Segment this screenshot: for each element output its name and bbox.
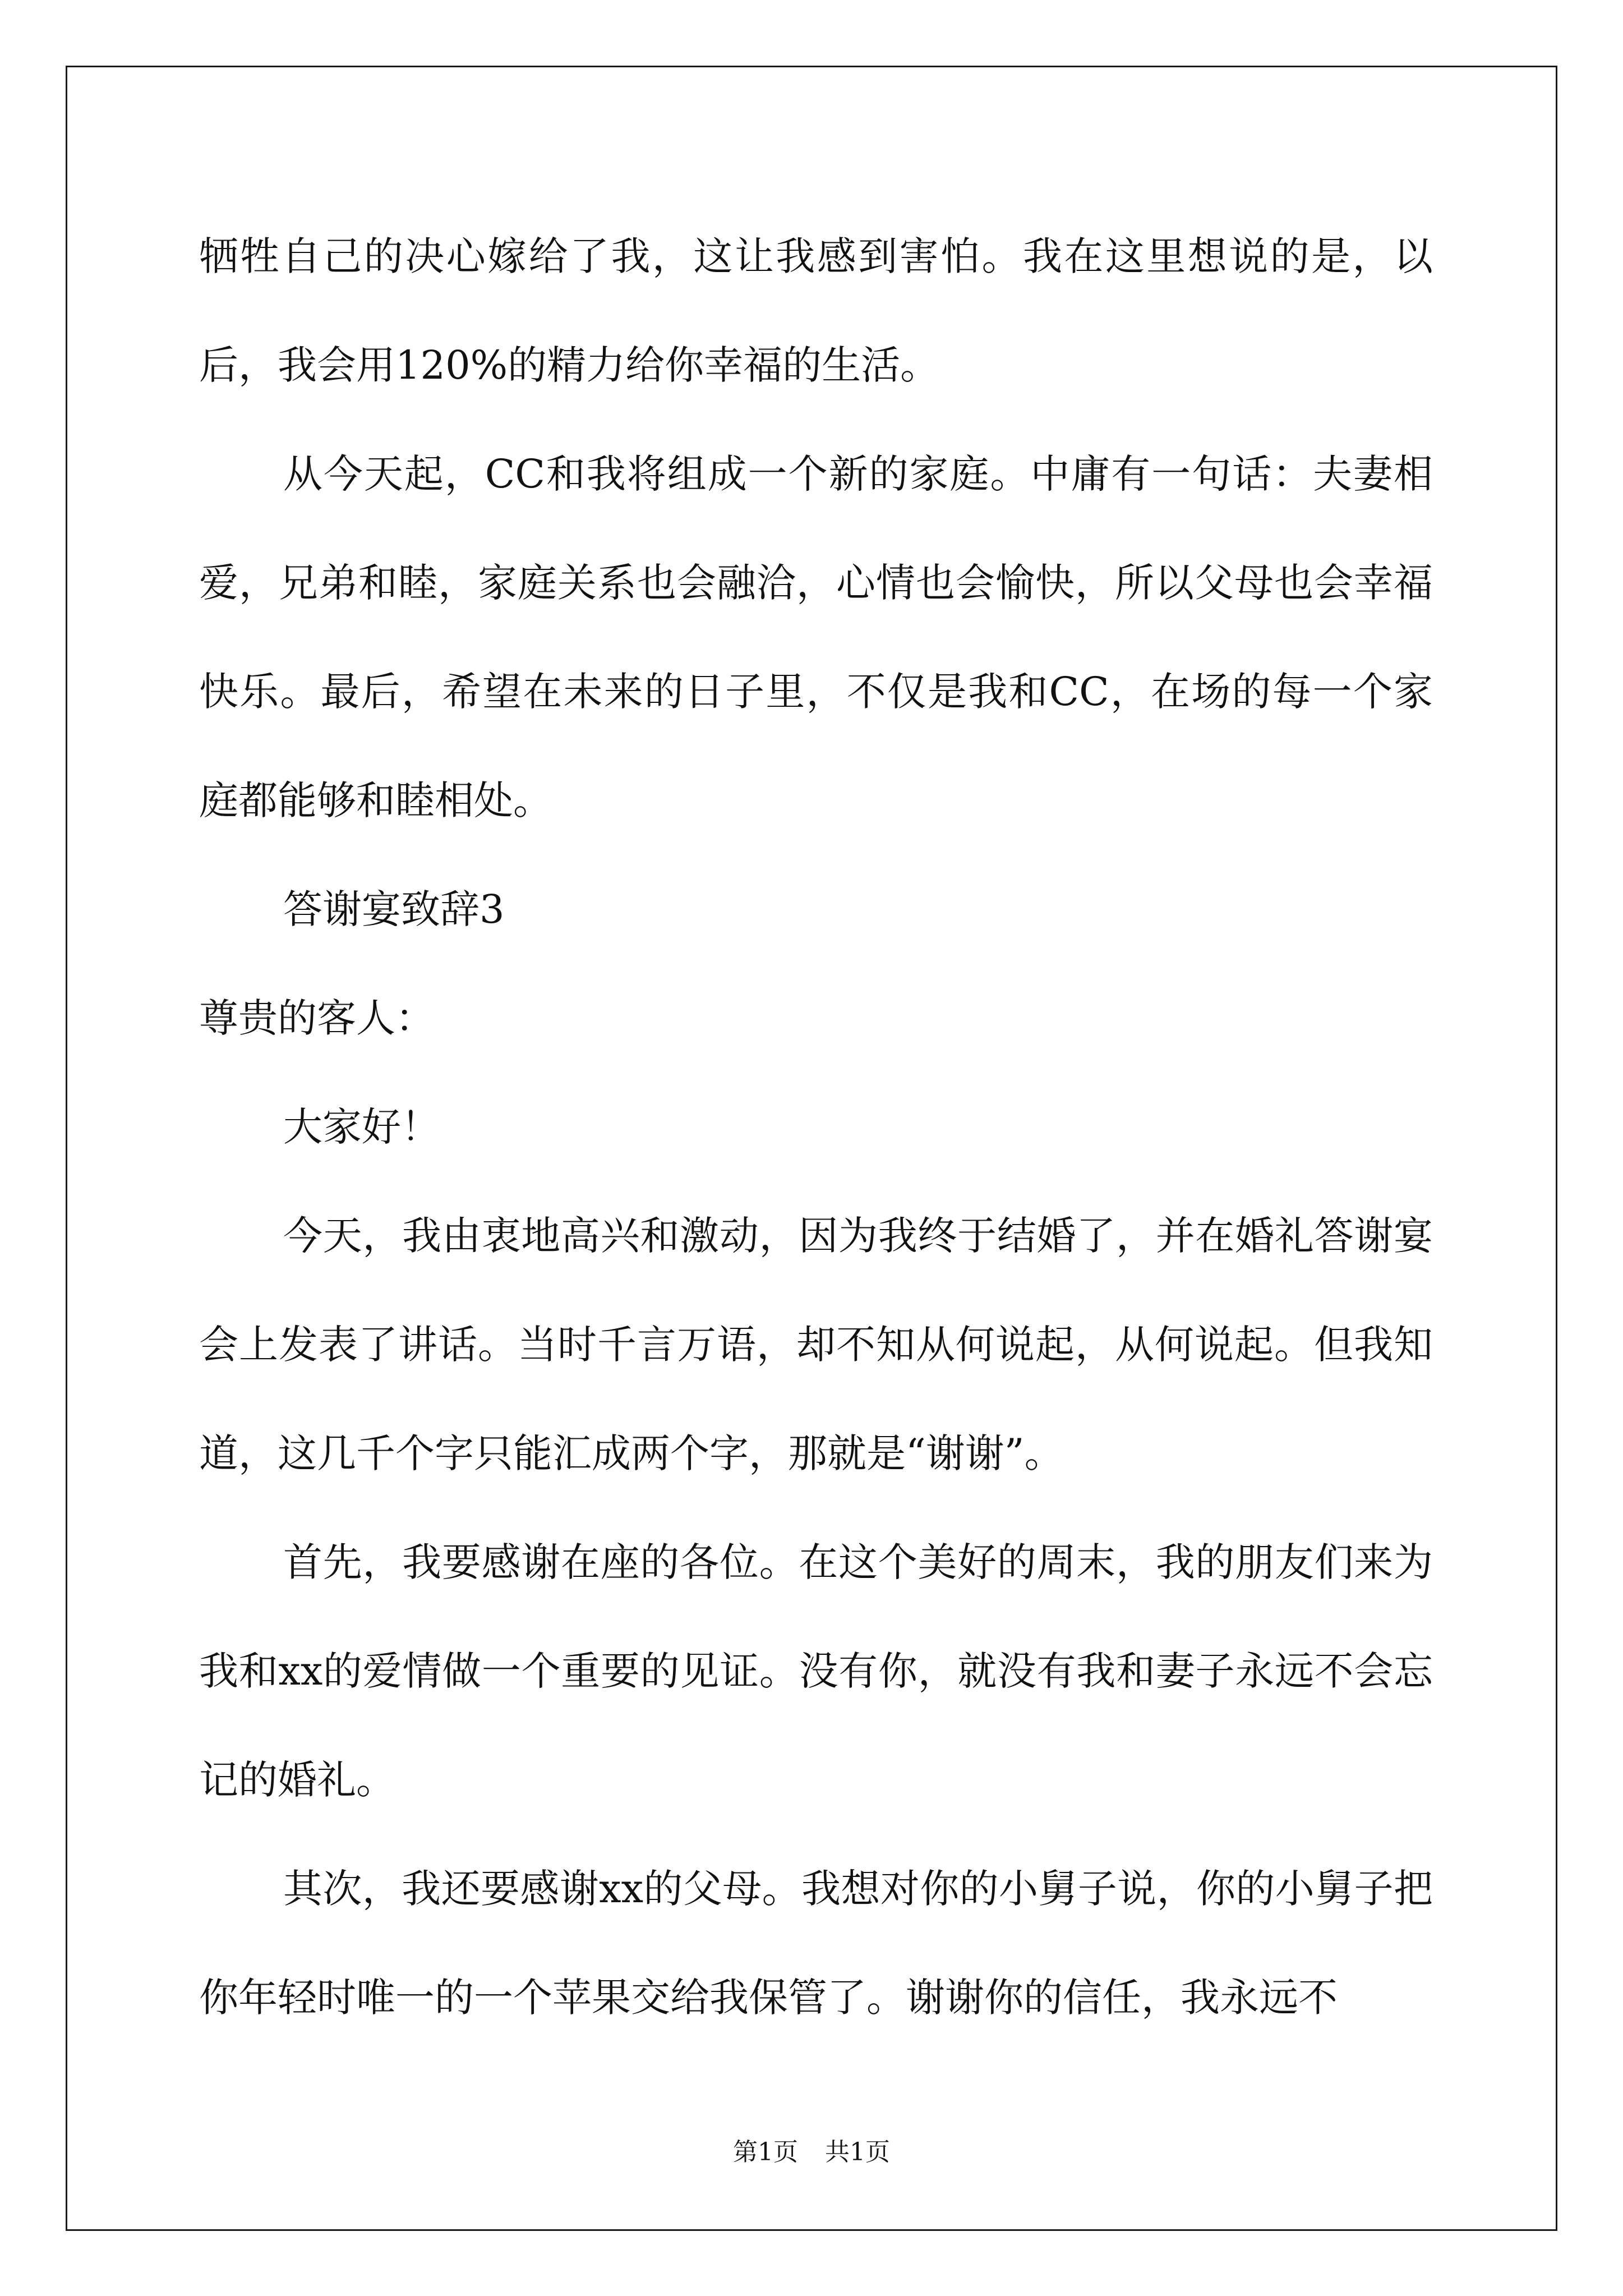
page-footer (0, 2132, 1623, 2168)
page-number: 第1页 (733, 2138, 798, 2166)
paragraph: 首先，我要感谢在座的各位。在这个美好的周末，我的朋友们来为我和xx的爱情做一个重要的见证。没有你，就没有我和妻子永远不会忘记的婚礼。 (199, 1539, 1433, 1803)
page-total: 共1页 (825, 2138, 890, 2166)
paragraph: 其次，我还要感谢xx的父母。我想对你的小舅子说，你的小舅子把你年轻时唯一的一个苹果交给我保管了。谢谢你的信任，我永远不 (199, 1866, 1433, 2021)
greeting: 大家好！ (283, 1104, 440, 1150)
paragraph: 从今天起，CC和我将组成一个新的家庭。中庸有一句话：夫妻相爱，兄弟和睦，家庭关系也会融洽，心情也会愉快，所以父母也会幸福快乐。最后，希望在未来的日子里，不仅是我和CC，在场的每一个家庭都能够和睦相处。 (199, 451, 1433, 823)
salutation: 尊贵的客人： (199, 995, 435, 1041)
section-heading: 答谢宴致辞3 (283, 886, 505, 932)
paragraph: 今天，我由衷地高兴和激动，因为我终于结婚了，并在婚礼答谢宴会上发表了讲话。当时千言万语，却不知从何说起，从何说起。但我知道，这几千个字只能汇成两个字，那就是“谢谢”。 (199, 1213, 1433, 1476)
document-body (199, 202, 1433, 2052)
paragraph: 牺牲自己的决心嫁给了我，这让我感到害怕。我在这里想说的是，以后，我会用120%的精力给你幸福的生活。 (199, 233, 1433, 388)
